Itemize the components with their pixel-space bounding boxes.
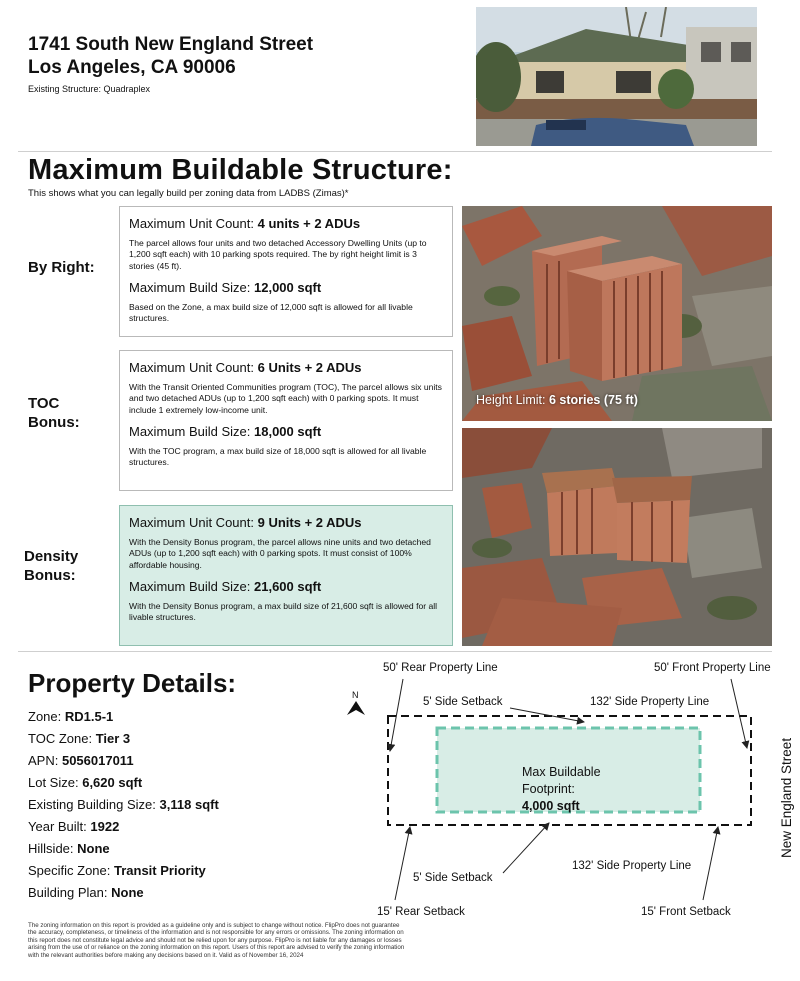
row-label-line: Bonus: <box>28 414 80 431</box>
build-size-heading <box>129 423 443 440</box>
site-plan <box>330 650 800 930</box>
card-toc-bonus <box>119 350 453 491</box>
detail-value: RD1.5-1 <box>64 709 114 724</box>
detail-toc-zone <box>28 731 130 746</box>
footprint-label-line2: Footprint: <box>522 782 575 796</box>
side-setback-bottom-arrow <box>503 823 549 873</box>
unit-count-value: 9 Units + 2 ADUs <box>257 515 362 530</box>
detail-label: Zone: <box>28 709 62 724</box>
aerial-render-density <box>462 428 772 646</box>
unit-count-label: Maximum Unit Count: <box>129 515 254 530</box>
row-label-line: Bonus: <box>24 567 76 584</box>
disclaimer: The zoning information on this report is provided as a guideline only and is subject to change without notice. FlipPro does not guarantee the accuracy, completeness, or timeliness of the information and is not responsible for any errors or omissions. The zoning information on this report does not constitute legal advice and should not be relied upon for any purpose. FlipPro is not liable for any damages or losses arising from the use of or reliance on the zoning information on this report. Users of this report are advised to verify the zoning information with the relevant authorities before making any decisions based on it. Valid as of November 16, 2024 <box>28 922 405 959</box>
unit-count-heading <box>129 514 443 531</box>
build-size-label: Maximum Build Size: <box>129 279 251 295</box>
buildable-subtitle: This shows what you can legally build per zoning data from LADBS (Zimas)* <box>28 188 349 199</box>
front-line-arrow <box>731 679 747 748</box>
aerial-render-tall <box>462 206 772 421</box>
detail-value: 5056017011 <box>61 753 134 768</box>
svg-text:N: N <box>352 690 359 700</box>
detail-value: 3,118 sqft <box>159 797 219 812</box>
height-limit-text: Height Limit: <box>476 393 546 407</box>
rear-line-label: 50' Rear Property Line <box>383 662 498 674</box>
svg-text:New England Street: New England Street <box>779 737 794 858</box>
divider <box>18 151 772 152</box>
build-size-value: 18,000 sqft <box>254 423 322 439</box>
rear-setback-label: 15' Rear Setback <box>377 906 465 918</box>
side-setback-top-label: 5' Side Setback <box>423 696 503 708</box>
footprint-label-line1: Max Buildable <box>522 765 601 779</box>
detail-label: TOC Zone: <box>28 731 93 746</box>
detail-hillside <box>28 841 110 856</box>
detail-year-built <box>28 819 119 834</box>
row-label-toc-bonus <box>28 394 80 432</box>
footprint-value: 4,000 sqft <box>522 799 580 813</box>
build-size-description: With the TOC program, a max build size of 18,000 sqft is allowed for all livable structures. <box>129 445 427 468</box>
build-size-label: Maximum Build Size: <box>129 423 251 439</box>
detail-value: Transit Priority <box>114 863 206 878</box>
height-limit-value: 6 stories (75 ft) <box>548 393 638 407</box>
detail-value: None <box>77 841 110 856</box>
front-line-label: 50' Front Property Line <box>654 662 771 674</box>
property-photo <box>476 7 757 146</box>
address-line-1: 1741 South New England Street <box>28 34 314 55</box>
build-size-label: Maximum Build Size: <box>129 578 251 594</box>
front-setback-arrow <box>703 827 718 900</box>
detail-apn <box>28 753 134 768</box>
build-size-heading <box>129 279 443 296</box>
unit-count-description: The parcel allows four units and two detached Accessory Dwelling Units (up to 1,200 sqft each) with 10 parking spots required. The by right height limit is 3 stories (45 ft). <box>129 238 427 271</box>
detail-value: 1922 <box>90 819 120 834</box>
row-label-line: TOC <box>28 395 60 412</box>
detail-zone <box>28 709 113 724</box>
detail-label: Building Plan: <box>28 885 108 900</box>
unit-count-label: Maximum Unit Count: <box>129 360 254 375</box>
detail-existing-building-size <box>28 797 219 812</box>
detail-value: Tier 3 <box>95 731 131 746</box>
card-density-bonus <box>119 505 453 646</box>
side-line-bottom-label: 132' Side Property Line <box>572 860 692 872</box>
front-setback-label: 15' Front Setback <box>641 906 731 918</box>
detail-value: None <box>111 885 144 900</box>
north-arrow-icon <box>347 690 365 715</box>
build-size-description: Based on the Zone, a max build size of 12,000 sqft is allowed for all livable structures. <box>129 301 413 324</box>
detail-building-plan <box>28 885 144 900</box>
unit-count-description: With the Density Bonus program, the parcel allows nine units and two detached ADUs (up to 1,200 sqft each) with 0 parking spots. It must consist of 100% affordable housing. <box>129 537 431 570</box>
side-line-top-label: 132' Side Property Line <box>590 696 710 708</box>
existing-structure: Existing Structure: Quadraplex <box>28 84 151 94</box>
buildable-title: Maximum Buildable Structure: <box>28 154 453 186</box>
detail-label: Lot Size: <box>28 775 79 790</box>
unit-count-heading <box>129 359 443 376</box>
row-label-density-bonus <box>24 547 78 585</box>
build-size-heading <box>129 578 443 595</box>
detail-label: Hillside: <box>28 841 74 856</box>
unit-count-label: Maximum Unit Count: <box>129 216 254 231</box>
card-by-right <box>119 206 453 337</box>
height-limit-label <box>476 393 638 407</box>
detail-lot-size <box>28 775 142 790</box>
detail-label: Specific Zone: <box>28 863 111 878</box>
side-setback-bottom-label: 5' Side Setback <box>413 872 493 884</box>
build-size-value: 12,000 sqft <box>254 279 322 295</box>
row-label-by-right: By Right: <box>28 259 95 276</box>
detail-specific-zone <box>28 863 206 878</box>
detail-label: Year Built: <box>28 819 87 834</box>
rear-setback-arrow <box>395 827 410 900</box>
unit-count-description: With the Transit Oriented Communities program (TOC), The parcel allows six units and two detached ADUs (up to 1,200 sqft each) with 0 parking spots. It must include 1 extremely low-income unit. <box>129 382 442 415</box>
property-details-title: Property Details: <box>28 668 237 698</box>
unit-count-value: 4 units + 2 ADUs <box>257 216 361 231</box>
unit-count-heading <box>129 215 443 232</box>
unit-count-value: 6 Units + 2 ADUs <box>257 360 362 375</box>
address-line-2: Los Angeles, CA 90006 <box>28 57 236 78</box>
street-label <box>771 716 800 861</box>
detail-value: 6,620 sqft <box>82 775 143 790</box>
row-label-line: Density <box>24 548 79 565</box>
detail-label: APN: <box>28 753 59 768</box>
build-size-value: 21,600 sqft <box>254 578 322 594</box>
detail-label: Existing Building Size: <box>28 797 156 812</box>
build-size-description: With the Density Bonus program, a max build size of 21,600 sqft is allowed for all livable structures. <box>129 600 438 623</box>
